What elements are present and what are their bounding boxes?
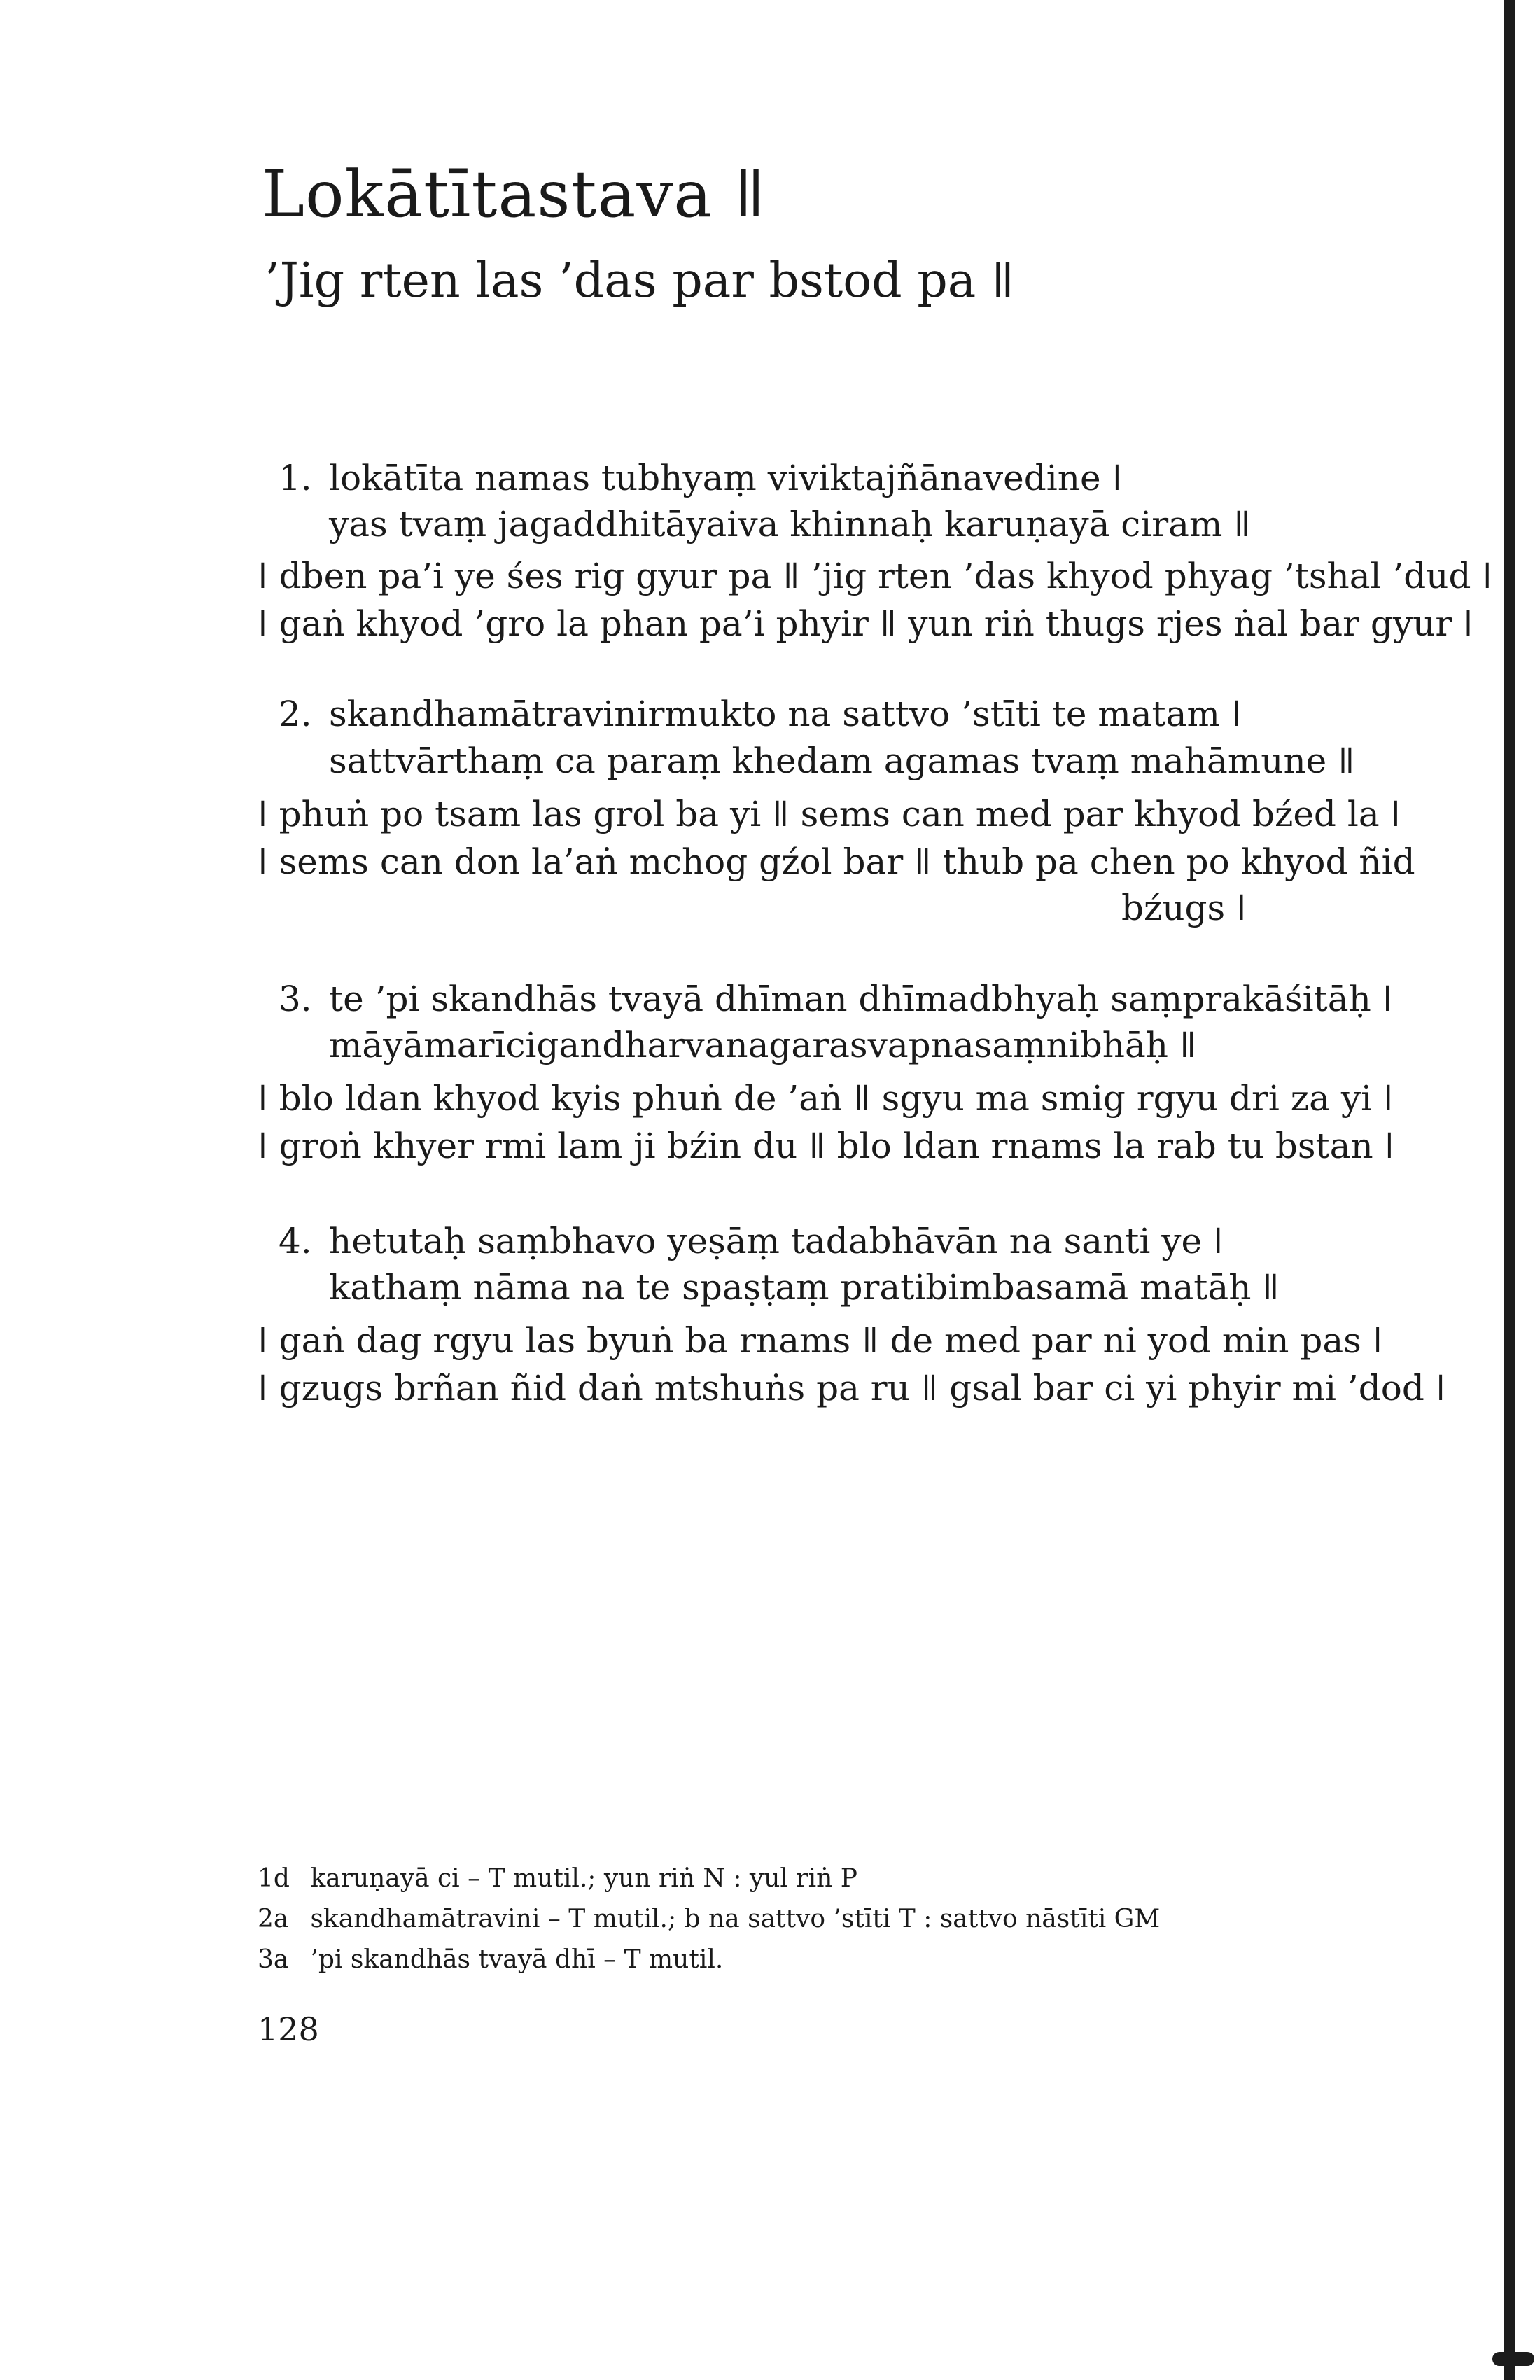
- footnote: [258, 1858, 1448, 1899]
- tibetan-line: ǀ blo ldan khyod kyis phuṅ de ’aṅ ǁ sgyu ma smig rgyu dri za yi ǀ: [258, 1078, 1394, 1119]
- tibetan-line: ǀ dben pa’i ye śes rig gyur pa ǁ ’jig rten ’das khyod phyag ’tshal ’dud ǀ: [258, 556, 1493, 596]
- tibetan-line-continuation: bźugs ǀ: [1121, 888, 1247, 928]
- tibetan-line: ǀ phuṅ po tsam las grol ba yi ǁ sems can med par khyod bźed la ǀ: [258, 794, 1401, 834]
- sanskrit-line: hetutaḥ saṃbhavo yeṣāṃ tadabhāvān na santi ye ǀ: [329, 1221, 1224, 1261]
- footnote: [258, 1940, 1448, 1980]
- sanskrit-line: māyāmarīcigandharvanagarasvapnasaṃnibhāḥ ǁ: [329, 1025, 1197, 1065]
- verse-number: 3.: [279, 979, 312, 1019]
- tibetan-line: ǀ groṅ khyer rmi lam ji bźin du ǁ blo ldan rnams la rab tu bstan ǀ: [258, 1126, 1395, 1166]
- sanskrit-line: lokātīta namas tubhyaṃ viviktajñānavedine ǀ: [329, 458, 1123, 498]
- sanskrit-line: te ’pi skandhās tvayā dhīman dhīmadbhyaḥ saṃprakāśitāḥ ǀ: [329, 979, 1393, 1019]
- tibetan-line: ǀ sems can don la’aṅ mchog gźol bar ǁ thub pa chen po khyod ñid: [258, 841, 1415, 882]
- page-subtitle: ’Jig rten las ’das par bstod pa ǁ: [265, 253, 1015, 309]
- tibetan-line: ǀ gzugs brñan ñid daṅ mtshuṅs pa ru ǁ gsal bar ci yi phyir mi ’dod ǀ: [258, 1368, 1446, 1408]
- footnote-ref: 1d: [258, 1864, 290, 1893]
- tibetan-line: ǀ gaṅ khyod ’gro la phan pa’i phyir ǁ yun riṅ thugs rjes ṅal bar gyur ǀ: [258, 603, 1474, 644]
- page-title: Lokātītastava ǁ: [262, 157, 766, 232]
- footnote: [258, 1899, 1448, 1940]
- footnote-ref: 3a: [258, 1945, 289, 1974]
- verse-number: 4.: [279, 1221, 312, 1261]
- page-number: 128: [258, 2010, 319, 2048]
- footnote-text: ’pi skandhās tvayā dhī – T mutil.: [310, 1945, 724, 1974]
- footnote-ref: 2a: [258, 1905, 289, 1933]
- verse-number: 1.: [279, 458, 312, 498]
- footnote-text: skandhamātravini – T mutil.; b na sattvo ’stīti T : sattvo nāstīti GM: [310, 1905, 1161, 1933]
- spine-edge-mark: [1492, 2352, 1534, 2366]
- footnote-text: karuṇayā ci – T mutil.; yun riṅ N : yul riṅ P: [310, 1864, 858, 1893]
- book-spine-edge: [1504, 0, 1515, 2380]
- footnotes: [258, 1858, 1448, 1980]
- sanskrit-line: yas tvaṃ jagaddhitāyaiva khinnaḥ karuṇayā ciram ǁ: [329, 504, 1251, 545]
- sanskrit-line: kathaṃ nāma na te spaṣṭaṃ pratibimbasamā matāḥ ǁ: [329, 1267, 1280, 1308]
- verse-number: 2.: [279, 694, 312, 734]
- sanskrit-line: sattvārthaṃ ca paraṃ khedam agamas tvaṃ mahāmune ǁ: [329, 741, 1355, 781]
- tibetan-line: ǀ gaṅ dag rgyu las byuṅ ba rnams ǁ de med par ni yod min pas ǀ: [258, 1320, 1383, 1361]
- sanskrit-line: skandhamātravinirmukto na sattvo ’stīti te matam ǀ: [329, 694, 1242, 734]
